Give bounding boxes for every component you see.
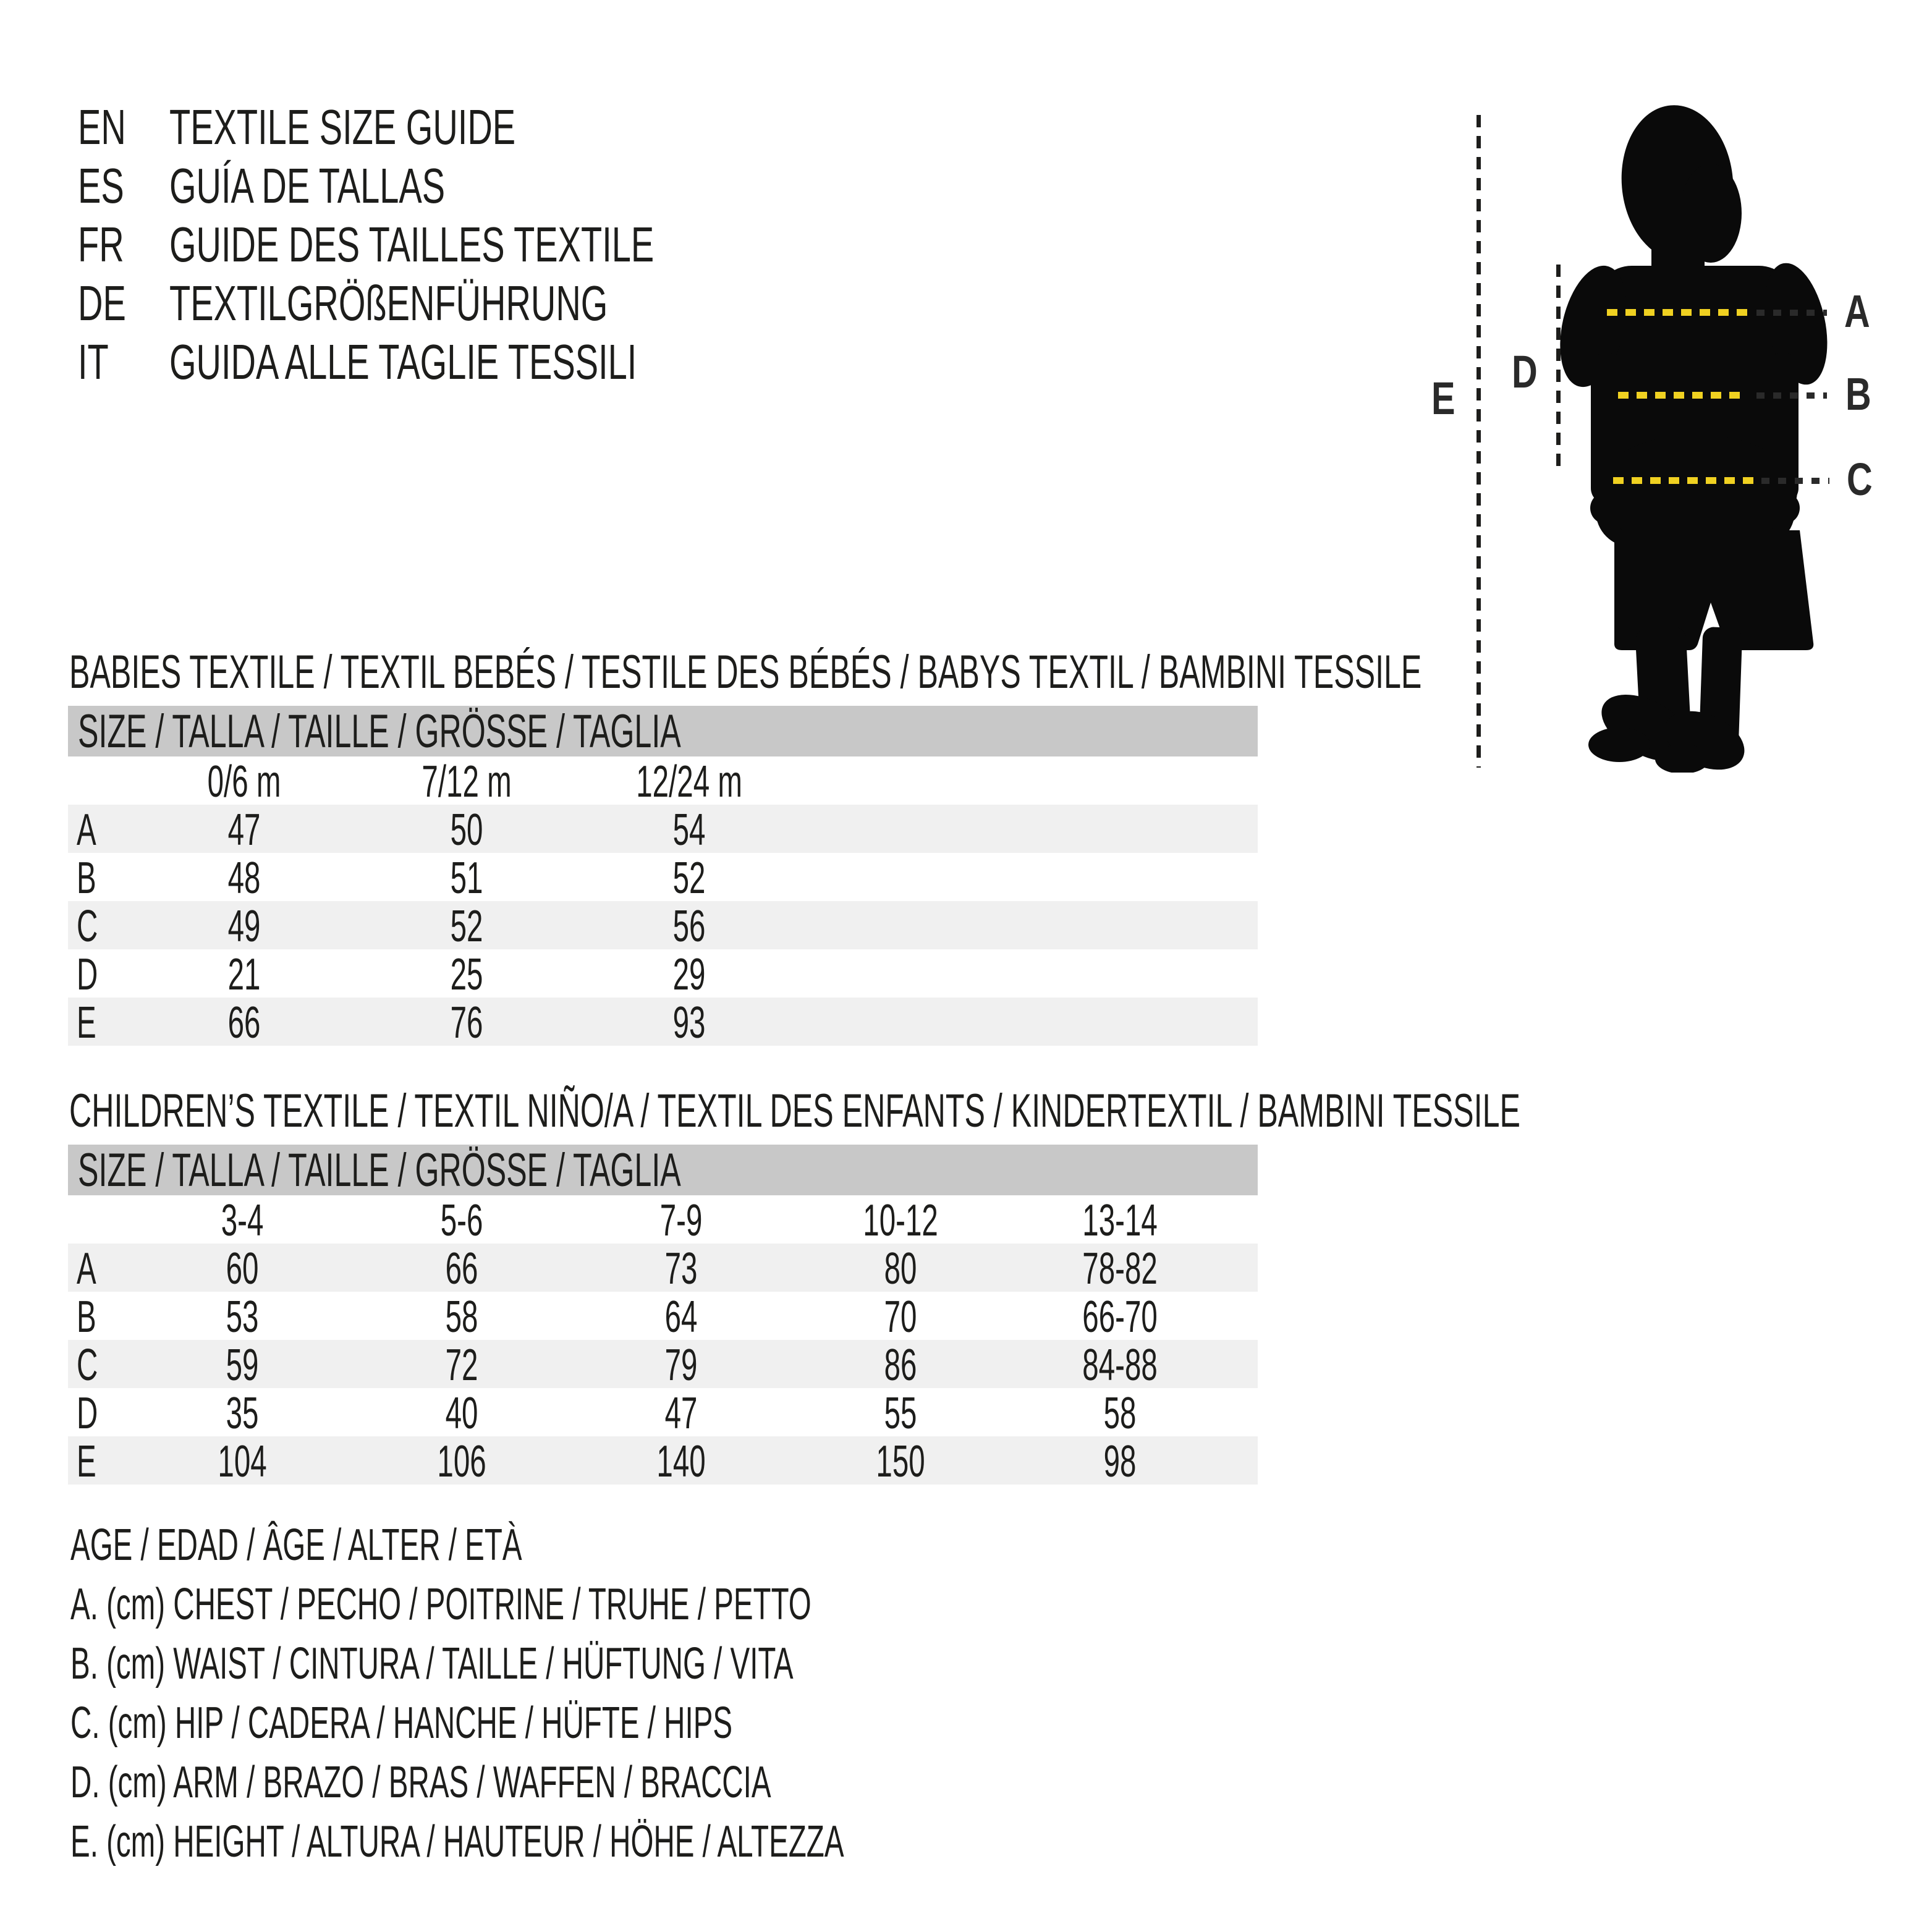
size-value: 55	[884, 1389, 917, 1438]
row-label-cell	[68, 949, 133, 1000]
chest-label: A	[1844, 286, 1870, 337]
size-value-cell	[1010, 1388, 1230, 1439]
size-value-cell	[352, 1388, 572, 1439]
size-value: 47	[227, 805, 261, 855]
language-title-block	[78, 98, 862, 391]
size-value: 66	[227, 998, 261, 1048]
size-value: 40	[446, 1389, 478, 1438]
lang-row-es	[78, 156, 862, 215]
lang-row-en	[78, 98, 862, 156]
size-value: 49	[227, 902, 261, 951]
size-value: 150	[876, 1437, 926, 1486]
size-value-cell	[355, 901, 578, 952]
row-label-cell	[68, 1388, 133, 1439]
legend-chest	[70, 1575, 1242, 1634]
children-col-header	[572, 1195, 791, 1246]
size-value-cell	[133, 998, 355, 1048]
size-value: 66	[446, 1244, 478, 1294]
lang-title-it: GUIDA ALLE TAGLIE TESSILI	[169, 334, 637, 389]
legend-age-text: AGE / EDAD / ÂGE / ALTER / ETÀ	[70, 1520, 522, 1570]
size-value: 60	[226, 1244, 259, 1294]
arm-measure-line	[1556, 265, 1561, 473]
waist-label: B	[1845, 368, 1871, 420]
size-value-cell	[572, 1292, 791, 1342]
table-row	[68, 1244, 1258, 1292]
legend-arm	[70, 1753, 1242, 1812]
size-value: 48	[227, 854, 261, 903]
children-col-header	[133, 1195, 352, 1246]
children-col-header-text: 10-12	[863, 1196, 939, 1245]
row-label-cell	[68, 1340, 133, 1391]
size-value-cell	[352, 1244, 572, 1294]
size-value: 86	[884, 1341, 917, 1390]
babies-col-header-text: 0/6 m	[207, 757, 281, 807]
row-label: A	[77, 1244, 96, 1294]
size-value: 106	[437, 1437, 487, 1486]
size-value: 59	[226, 1341, 259, 1390]
table-row	[68, 1436, 1258, 1485]
size-value-cell	[352, 1340, 572, 1391]
table-row	[68, 1292, 1258, 1340]
size-value: 78-82	[1082, 1244, 1158, 1294]
size-value-cell	[1010, 1436, 1230, 1487]
size-value-cell	[791, 1340, 1010, 1391]
table-row	[68, 1340, 1258, 1388]
lang-code-de: DE	[78, 275, 126, 331]
lang-title-de: TEXTILGRÖßENFÜHRUNG	[169, 275, 608, 331]
size-value-cell	[133, 1388, 352, 1439]
table-row	[68, 901, 1258, 949]
size-value-cell	[791, 1388, 1010, 1439]
waist-measure-line-yellow	[1618, 392, 1742, 399]
size-value: 29	[672, 950, 706, 999]
size-value: 140	[656, 1437, 706, 1486]
size-value: 47	[665, 1389, 698, 1438]
children-col-header-text: 5-6	[441, 1196, 483, 1245]
size-value-cell	[572, 1244, 791, 1294]
size-value: 54	[672, 805, 706, 855]
legend-age	[70, 1515, 1242, 1575]
legend-height	[70, 1812, 1242, 1871]
babies-column-header-row	[68, 756, 1258, 805]
row-label: E	[77, 1437, 96, 1486]
height-label: E	[1431, 373, 1455, 424]
children-size-header-bar	[68, 1145, 1258, 1195]
size-value-cell	[352, 1292, 572, 1342]
babies-col-header-text: 12/24 m	[636, 757, 742, 807]
size-value: 35	[226, 1389, 259, 1438]
size-value: 104	[218, 1437, 268, 1486]
legend-waist-text: B. (cm) WAIST / CINTURA / TAILLE / HÜFTUNG / VITA	[70, 1639, 794, 1688]
size-value-cell	[355, 949, 578, 1000]
row-label-cell	[68, 1292, 133, 1342]
babies-size-header-text: SIZE / TALLA / TAILLE / GRÖSSE / TAGLIA	[78, 705, 681, 758]
size-value-cell	[1010, 1244, 1230, 1294]
babies-col-header	[133, 756, 355, 807]
chest-measure-line-dark	[1756, 310, 1827, 316]
lang-row-it	[78, 333, 862, 391]
legend-height-text: E. (cm) HEIGHT / ALTURA / HAUTEUR / HÖHE / ALTEZZA	[70, 1817, 844, 1866]
size-value-cell	[133, 1340, 352, 1391]
children-col-header	[352, 1195, 572, 1246]
babies-size-table	[68, 706, 1258, 1046]
children-size-table	[68, 1145, 1258, 1485]
lang-code-fr: FR	[78, 216, 124, 272]
babies-col-header-text: 7/12 m	[422, 757, 512, 807]
size-value: 52	[450, 902, 483, 951]
row-label: E	[77, 998, 96, 1048]
babies-col-header	[355, 756, 578, 807]
size-value: 52	[672, 854, 706, 903]
table-row	[68, 853, 1258, 901]
size-value: 70	[884, 1292, 917, 1342]
lang-code-en: EN	[78, 99, 126, 155]
size-value: 73	[665, 1244, 698, 1294]
size-value: 72	[446, 1341, 478, 1390]
children-size-header-text: SIZE / TALLA / TAILLE / GRÖSSE / TAGLIA	[78, 1143, 681, 1197]
children-col-header	[791, 1195, 1010, 1246]
babies-section-title-text: BABIES TEXTILE / TEXTIL BEBÉS / TESTILE DES BÉBÉS / BABYS TEXTIL / BAMBINI TESSILE	[69, 646, 1422, 698]
size-value-cell	[133, 901, 355, 952]
legend-hip	[70, 1693, 1242, 1753]
size-value-cell	[572, 1340, 791, 1391]
legend-arm-text: D. (cm) ARM / BRAZO / BRAS / WAFFEN / BRACCIA	[70, 1758, 771, 1807]
children-column-header-row	[68, 1195, 1258, 1244]
legend-chest-text: A. (cm) CHEST / PECHO / POITRINE / TRUHE / PETTO	[70, 1580, 811, 1629]
babies-size-header-bar	[68, 706, 1258, 756]
legend-hip-text: C. (cm) HIP / CADERA / HANCHE / HÜFTE / HIPS	[70, 1698, 733, 1748]
size-value-cell	[1010, 1340, 1230, 1391]
size-value: 58	[446, 1292, 478, 1342]
size-value-cell	[355, 805, 578, 855]
size-value: 58	[1104, 1389, 1137, 1438]
size-value: 64	[665, 1292, 698, 1342]
lang-code-it: IT	[78, 334, 109, 389]
hip-measure-line-yellow	[1613, 477, 1756, 484]
row-label: B	[77, 854, 96, 903]
children-section-title-text: CHILDREN’S TEXTILE / TEXTIL NIÑO/A / TEXTIL DES ENFANTS / KINDERTEXTIL / BAMBINI TESSILE	[69, 1085, 1520, 1137]
row-label-cell	[68, 998, 133, 1048]
hip-measure-line-dark	[1761, 478, 1829, 484]
size-value: 56	[672, 902, 706, 951]
size-value-cell	[572, 1388, 791, 1439]
size-value-cell	[355, 853, 578, 904]
size-value: 25	[450, 950, 483, 999]
row-label-cell	[68, 853, 133, 904]
lang-code-es: ES	[78, 158, 124, 213]
size-value: 98	[1104, 1437, 1137, 1486]
hip-label: C	[1847, 454, 1873, 505]
row-label: C	[77, 902, 98, 951]
size-value-cell	[355, 998, 578, 1048]
size-value-cell	[133, 1244, 352, 1294]
size-value-cell	[578, 853, 800, 904]
row-label: A	[77, 805, 96, 855]
size-value: 93	[672, 998, 706, 1048]
row-label-cell	[68, 901, 133, 952]
size-value-cell	[133, 1292, 352, 1342]
row-label-cell	[68, 1244, 133, 1294]
size-value: 51	[450, 854, 483, 903]
size-value-cell	[133, 1436, 352, 1487]
children-col-header	[1010, 1195, 1230, 1246]
size-value-cell	[133, 853, 355, 904]
size-value-cell	[133, 805, 355, 855]
size-value-cell	[352, 1436, 572, 1487]
legend-waist	[70, 1634, 1242, 1693]
row-label: D	[77, 1389, 98, 1438]
waist-measure-line-dark	[1756, 392, 1827, 399]
size-value-cell	[791, 1292, 1010, 1342]
size-value-cell	[791, 1244, 1010, 1294]
children-col-header-text: 7-9	[660, 1196, 703, 1245]
size-value: 79	[665, 1341, 698, 1390]
size-value-cell	[578, 949, 800, 1000]
table-row	[68, 998, 1258, 1046]
size-value: 80	[884, 1244, 917, 1294]
lang-title-fr: GUIDE DES TAILLES TEXTILE	[169, 216, 655, 272]
size-value: 84-88	[1082, 1341, 1158, 1390]
lang-title-en: TEXTILE SIZE GUIDE	[169, 99, 516, 155]
table-row	[68, 1388, 1258, 1436]
row-label: D	[77, 950, 98, 999]
babies-section-title	[69, 648, 1932, 697]
size-value-cell	[791, 1436, 1010, 1487]
lang-row-fr	[78, 215, 862, 274]
size-value-cell	[578, 998, 800, 1048]
size-value: 21	[227, 950, 261, 999]
measurement-legend	[70, 1515, 1242, 1871]
row-label: B	[77, 1292, 96, 1342]
row-label-cell	[68, 1436, 133, 1487]
lang-row-de	[78, 274, 862, 333]
size-value-cell	[578, 901, 800, 952]
table-row	[68, 805, 1258, 853]
size-value-cell	[1010, 1292, 1230, 1342]
size-value: 53	[226, 1292, 259, 1342]
size-value: 66-70	[1082, 1292, 1158, 1342]
babies-col-header	[578, 756, 800, 807]
children-section-title	[69, 1087, 1932, 1136]
size-value-cell	[578, 805, 800, 855]
table-row	[68, 949, 1258, 998]
children-col-header-text: 13-14	[1082, 1196, 1158, 1245]
row-label: C	[77, 1341, 98, 1390]
lang-title-es: GUÍA DE TALLAS	[169, 158, 446, 213]
arm-label: D	[1512, 346, 1538, 397]
chest-measure-line-yellow	[1607, 309, 1750, 316]
size-value: 50	[450, 805, 483, 855]
size-value: 76	[450, 998, 483, 1048]
size-value-cell	[133, 949, 355, 1000]
size-value-cell	[572, 1436, 791, 1487]
children-col-header-text: 3-4	[221, 1196, 264, 1245]
row-label-cell	[68, 805, 133, 855]
